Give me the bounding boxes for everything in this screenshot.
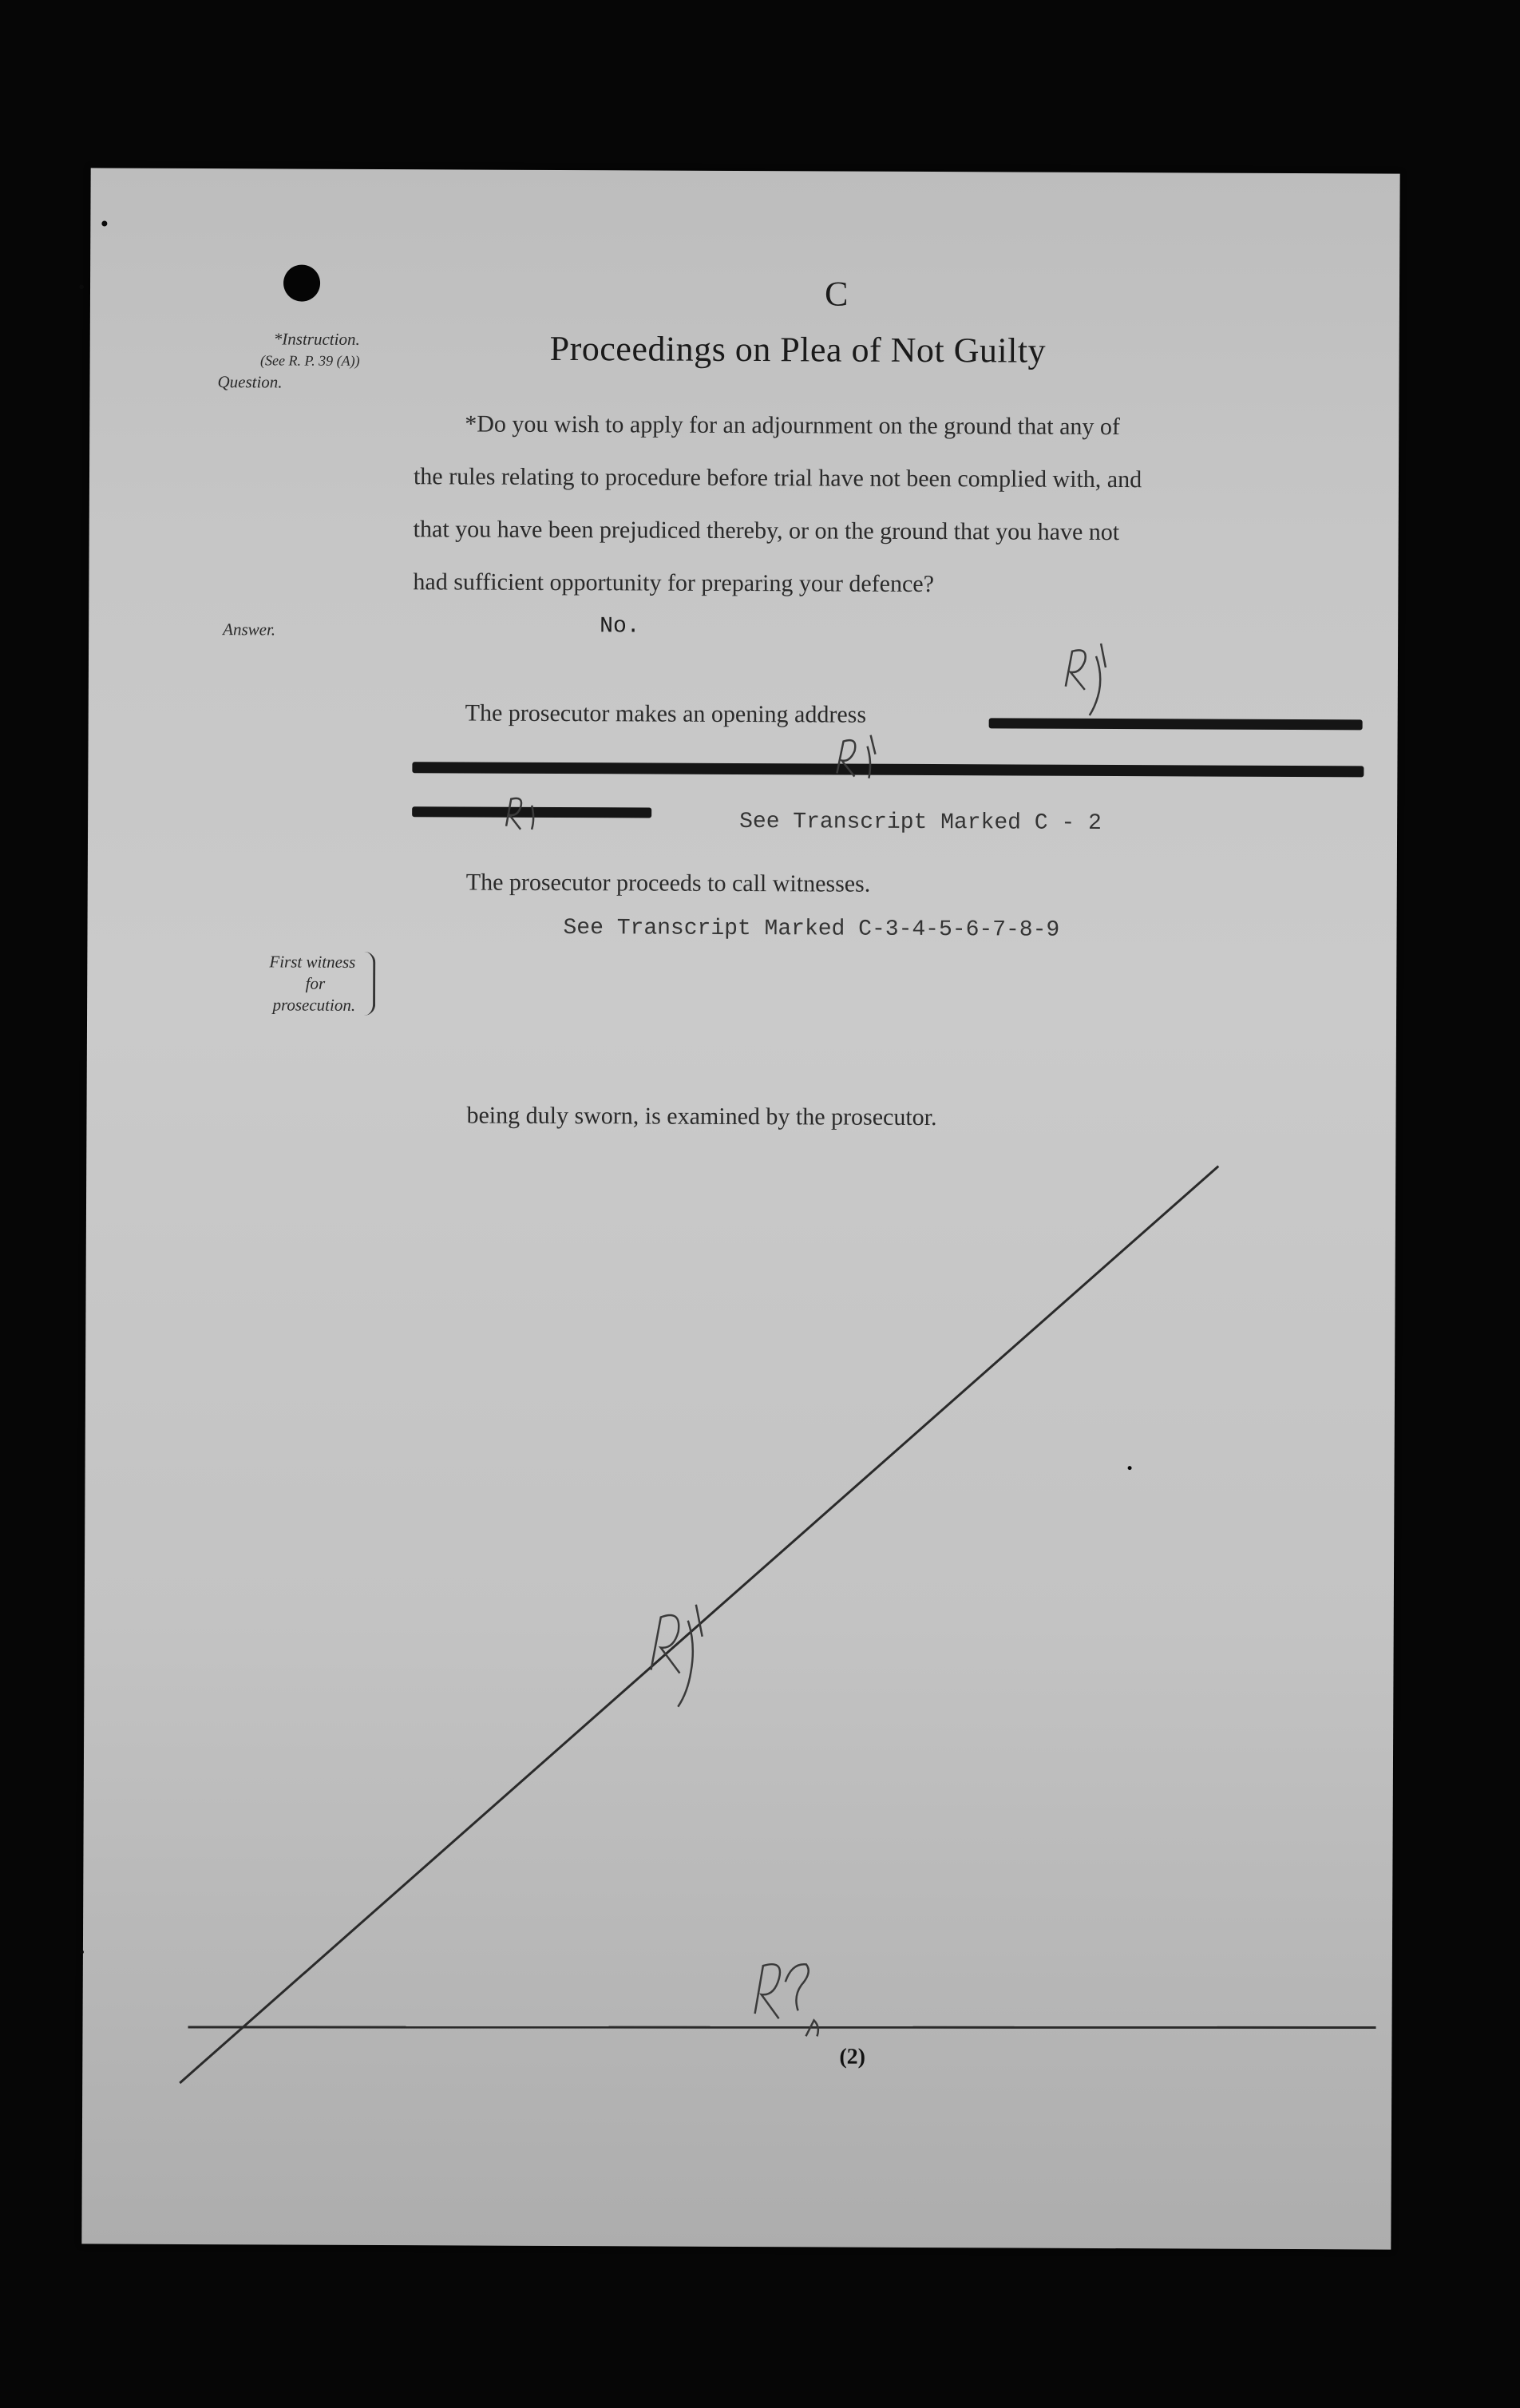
initials-mark [754,1964,818,2036]
rule-reference: (See R. P. 39 (A)) [259,352,360,369]
initials-mark [506,798,533,830]
opening-address-text: The prosecutor makes an opening address [465,699,867,728]
instruction-label: *Instruction. [273,329,360,349]
initials-mark [1066,644,1106,715]
question-line: *Do you wish to apply for an adjournment on the ground that any of [465,410,1121,441]
page-title: Proceedings on Plea of Not Guilty [549,328,1047,370]
initials-mark [651,1605,703,1707]
initials-mark [837,735,875,778]
document-page [81,168,1399,2249]
answer-value: No. [600,614,640,640]
question-line: the rules relating to procedure before trial have not been complied with, and [413,463,1142,493]
question-label: Question. [217,372,283,392]
speck [79,284,84,289]
transcript-reference-2: See Transcript Marked C-3-4-5-6-7-8-9 [563,916,1060,943]
section-letter: C [824,274,849,314]
first-witness-line: for [305,973,326,993]
sworn-text: being duly sworn, is examined by the prosecutor. [466,1102,937,1131]
pen-markings [81,168,1399,2249]
cancel-horizontal-line [188,2022,1376,2032]
initials-signature [501,641,1106,2038]
call-witnesses-text: The prosecutor proceeds to call witnesses. [465,869,871,897]
page-number: (2) [839,2044,866,2069]
transcript-reference-1: See Transcript Marked C - 2 [739,809,1102,836]
question-line: had sufficient opportunity for preparing your defence? [413,568,935,598]
first-witness-line: First witness [269,952,356,972]
first-witness-line: prosecution. [272,995,356,1015]
question-line: that you have been prejudiced thereby, or on the ground that you have not [413,516,1120,546]
answer-label: Answer. [223,620,276,640]
